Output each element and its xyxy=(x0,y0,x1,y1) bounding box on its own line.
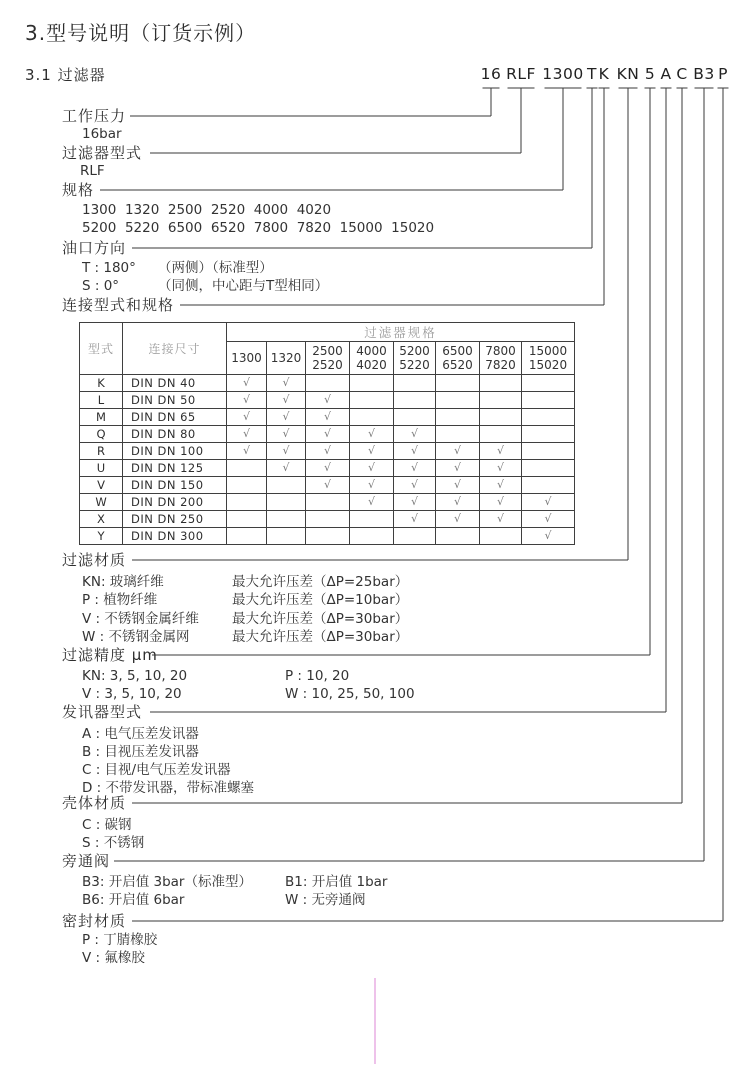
row-connection-size: DIN DN 40 xyxy=(123,375,227,392)
check-cell: √ xyxy=(480,443,522,460)
table-row xyxy=(80,494,575,511)
check-cell xyxy=(227,477,267,494)
row-connection-size: DIN DN 300 xyxy=(123,528,227,545)
check-cell xyxy=(306,375,350,392)
table-header-spec-col xyxy=(480,342,522,375)
filter-material-w-dp: 最大允许压差（ΔP=30bar） xyxy=(232,629,409,645)
code-segment-1300: 1300 xyxy=(542,65,584,83)
table-header-spec-col xyxy=(306,342,350,375)
code-segment-rlf: RLF xyxy=(506,65,536,83)
indicator-option-c: C : 目视/电气压差发讯器 xyxy=(82,762,231,778)
check-cell: √ xyxy=(227,443,267,460)
spec-col-value: 1320 xyxy=(270,351,302,365)
scan-artifact-line xyxy=(374,978,376,1064)
row-type-code: L xyxy=(80,392,123,409)
check-cell: √ xyxy=(306,392,350,409)
check-cell xyxy=(522,460,575,477)
section-label-spec: 规格 xyxy=(62,181,95,199)
row-type-code: U xyxy=(80,460,123,477)
port-option-s-desc: （同侧，中心距与T型相同） xyxy=(158,278,329,294)
precision-v: V : 3, 5, 10, 20 xyxy=(82,686,182,702)
check-cell: √ xyxy=(522,528,575,545)
indicator-option-b: B : 目视压差发讯器 xyxy=(82,744,199,760)
check-cell: √ xyxy=(480,494,522,511)
section-label-seal: 密封材质 xyxy=(62,912,127,930)
seal-option-v: V : 氟橡胶 xyxy=(82,950,145,966)
check-cell xyxy=(436,392,480,409)
spec-col-value: 7820 xyxy=(485,358,516,372)
check-cell xyxy=(480,528,522,545)
table-header-spec-col xyxy=(227,342,267,375)
bypass-b6: B6: 开启值 6bar xyxy=(82,892,185,908)
check-cell: √ xyxy=(480,460,522,477)
working-pressure-value: 16bar xyxy=(82,126,122,142)
table-row xyxy=(80,511,575,528)
check-cell xyxy=(522,375,575,392)
code-segment-b3: B3 xyxy=(693,65,715,83)
spec-col-value: 6520 xyxy=(442,358,473,372)
check-cell xyxy=(522,409,575,426)
check-cell: √ xyxy=(267,426,306,443)
precision-p: P : 10, 20 xyxy=(285,668,350,684)
check-cell xyxy=(394,528,436,545)
check-cell: √ xyxy=(306,477,350,494)
check-cell xyxy=(350,511,394,528)
section-label-connection: 连接型式和规格 xyxy=(62,296,175,314)
bypass-w: W : 无旁通阀 xyxy=(285,892,366,908)
section-label-port-direction: 油口方向 xyxy=(62,239,127,257)
spec-col-value: 1300 xyxy=(231,351,262,365)
check-cell: √ xyxy=(394,426,436,443)
check-cell xyxy=(267,477,306,494)
table-row xyxy=(80,392,575,409)
row-type-code: V xyxy=(80,477,123,494)
table-header-spec-col xyxy=(522,342,575,375)
filter-material-w: W : 不锈钢金属网 xyxy=(82,629,190,645)
spec-col-value: 4000 xyxy=(356,344,387,358)
code-segment-a: A xyxy=(660,65,672,83)
check-cell: √ xyxy=(436,460,480,477)
spec-col-value: 2500 xyxy=(312,344,343,358)
section-label-precision: 过滤精度 μm xyxy=(62,646,158,664)
row-connection-size: DIN DN 80 xyxy=(123,426,227,443)
check-cell: √ xyxy=(436,494,480,511)
check-cell: √ xyxy=(227,426,267,443)
table-row xyxy=(80,477,575,494)
table-row xyxy=(80,426,575,443)
spec-col-value: 15000 xyxy=(528,344,568,358)
check-cell xyxy=(267,511,306,528)
table-row xyxy=(80,409,575,426)
section-label-bypass: 旁通阀 xyxy=(62,852,111,870)
check-cell xyxy=(522,477,575,494)
check-cell xyxy=(267,528,306,545)
filter-material-kn-dp: 最大允许压差（ΔP=25bar） xyxy=(232,574,409,590)
indicator-option-d: D : 不带发讯器，带标准螺塞 xyxy=(82,780,255,796)
code-segment-p: P xyxy=(718,65,728,83)
check-cell xyxy=(480,392,522,409)
table-header-type: 型式 xyxy=(80,323,123,375)
row-type-code: R xyxy=(80,443,123,460)
code-segment-t: T xyxy=(587,65,597,83)
section-label-housing: 壳体材质 xyxy=(62,794,127,812)
table-header-spec-col xyxy=(267,342,306,375)
check-cell: √ xyxy=(436,511,480,528)
check-cell xyxy=(436,375,480,392)
check-cell: √ xyxy=(436,443,480,460)
check-cell xyxy=(436,409,480,426)
check-cell: √ xyxy=(436,477,480,494)
seal-option-p: P : 丁腈橡胶 xyxy=(82,932,158,948)
check-cell: √ xyxy=(480,477,522,494)
check-cell: √ xyxy=(350,460,394,477)
port-option-t-desc: （两侧）（标准型） xyxy=(158,260,273,276)
row-type-code: Y xyxy=(80,528,123,545)
filter-material-p-dp: 最大允许压差（ΔP=10bar） xyxy=(232,592,409,608)
row-type-code: K xyxy=(80,375,123,392)
check-cell xyxy=(350,528,394,545)
check-cell: √ xyxy=(306,426,350,443)
check-cell: √ xyxy=(267,443,306,460)
spec-col-value: 5220 xyxy=(399,358,430,372)
check-cell xyxy=(350,375,394,392)
check-cell: √ xyxy=(267,392,306,409)
table-row xyxy=(80,443,575,460)
indicator-option-a: A : 电气压差发讯器 xyxy=(82,726,199,742)
check-cell xyxy=(394,392,436,409)
bypass-b1: B1: 开启值 1bar xyxy=(285,874,388,890)
table-header-spec-col xyxy=(394,342,436,375)
row-type-code: Q xyxy=(80,426,123,443)
check-cell: √ xyxy=(394,477,436,494)
check-cell xyxy=(306,494,350,511)
table-header-spec-col xyxy=(350,342,394,375)
section-subtitle: 3.1 过滤器 xyxy=(25,66,106,84)
spec-col-value: 4020 xyxy=(356,358,387,372)
table-row xyxy=(80,460,575,477)
page-title: 3.型号说明（订货示例） xyxy=(25,21,257,45)
check-cell xyxy=(227,494,267,511)
check-cell: √ xyxy=(394,511,436,528)
check-cell: √ xyxy=(306,443,350,460)
check-cell: √ xyxy=(394,460,436,477)
check-cell: √ xyxy=(267,409,306,426)
check-cell xyxy=(227,460,267,477)
filter-material-kn: KN: 玻璃纤维 xyxy=(82,574,164,590)
row-connection-size: DIN DN 100 xyxy=(123,443,227,460)
check-cell xyxy=(522,392,575,409)
filter-material-v-dp: 最大允许压差（ΔP=30bar） xyxy=(232,611,409,627)
code-segment-c: C xyxy=(676,65,688,83)
table-header-spec-group: 过滤器规格 xyxy=(227,323,575,342)
connection-spec-table xyxy=(79,322,575,545)
check-cell xyxy=(394,375,436,392)
row-connection-size: DIN DN 150 xyxy=(123,477,227,494)
check-cell xyxy=(227,511,267,528)
port-option-s-code: S : 0° xyxy=(82,278,120,294)
check-cell: √ xyxy=(394,494,436,511)
table-row xyxy=(80,375,575,392)
filter-material-p: P : 植物纤维 xyxy=(82,592,158,608)
row-connection-size: DIN DN 125 xyxy=(123,460,227,477)
code-segment-kn: KN xyxy=(616,65,640,83)
bypass-b3: B3: 开启值 3bar（标准型） xyxy=(82,874,252,890)
check-cell: √ xyxy=(306,409,350,426)
spec-col-value: 5200 xyxy=(399,344,430,358)
housing-option-s: S : 不锈钢 xyxy=(82,835,145,851)
check-cell xyxy=(267,494,306,511)
row-connection-size: DIN DN 250 xyxy=(123,511,227,528)
check-cell: √ xyxy=(350,426,394,443)
section-label-filter-type: 过滤器型式 xyxy=(62,144,143,162)
table-row xyxy=(80,528,575,545)
port-option-t-code: T : 180° xyxy=(82,260,136,276)
check-cell xyxy=(227,528,267,545)
check-cell xyxy=(436,426,480,443)
check-cell: √ xyxy=(267,375,306,392)
row-type-code: M xyxy=(80,409,123,426)
check-cell xyxy=(522,443,575,460)
spec-col-value: 7800 xyxy=(485,344,516,358)
check-cell xyxy=(436,528,480,545)
table-header-size: 连接尺寸 xyxy=(123,323,227,375)
section-label-filter-material: 过滤材质 xyxy=(62,551,127,569)
check-cell: √ xyxy=(350,494,394,511)
section-label-indicator: 发讯器型式 xyxy=(62,703,143,721)
row-type-code: W xyxy=(80,494,123,511)
check-cell: √ xyxy=(350,477,394,494)
row-connection-size: DIN DN 200 xyxy=(123,494,227,511)
check-cell: √ xyxy=(522,494,575,511)
spec-col-value: 2520 xyxy=(312,358,343,372)
check-cell xyxy=(350,409,394,426)
row-connection-size: DIN DN 65 xyxy=(123,409,227,426)
spec-col-value: 15020 xyxy=(528,358,568,372)
check-cell xyxy=(350,392,394,409)
check-cell xyxy=(480,375,522,392)
code-segment-k: K xyxy=(598,65,610,83)
check-cell: √ xyxy=(394,443,436,460)
precision-w: W : 10, 25, 50, 100 xyxy=(285,686,415,702)
spec-values-line2: 5200 5220 6500 6520 7800 7820 15000 15020 xyxy=(82,220,435,236)
spec-values-line1: 1300 1320 2500 2520 4000 4020 xyxy=(82,202,332,218)
spec-col-value: 6500 xyxy=(442,344,473,358)
check-cell xyxy=(480,409,522,426)
check-cell xyxy=(306,528,350,545)
code-segment-16: 16 xyxy=(480,65,502,83)
check-cell: √ xyxy=(267,460,306,477)
precision-kn: KN: 3, 5, 10, 20 xyxy=(82,668,188,684)
filter-type-value: RLF xyxy=(80,163,105,179)
filter-material-v: V : 不锈钢金属纤维 xyxy=(82,611,199,627)
check-cell: √ xyxy=(480,511,522,528)
row-connection-size: DIN DN 50 xyxy=(123,392,227,409)
check-cell xyxy=(394,409,436,426)
row-type-code: X xyxy=(80,511,123,528)
check-cell xyxy=(522,426,575,443)
table-header-spec-col xyxy=(436,342,480,375)
section-label-working-pressure: 工作压力 xyxy=(62,107,127,125)
code-segment-5: 5 xyxy=(644,65,656,83)
housing-option-c: C : 碳钢 xyxy=(82,817,132,833)
check-cell: √ xyxy=(306,460,350,477)
check-cell xyxy=(306,511,350,528)
check-cell: √ xyxy=(227,392,267,409)
check-cell: √ xyxy=(227,375,267,392)
check-cell: √ xyxy=(227,409,267,426)
check-cell: √ xyxy=(522,511,575,528)
check-cell xyxy=(480,426,522,443)
check-cell: √ xyxy=(350,443,394,460)
